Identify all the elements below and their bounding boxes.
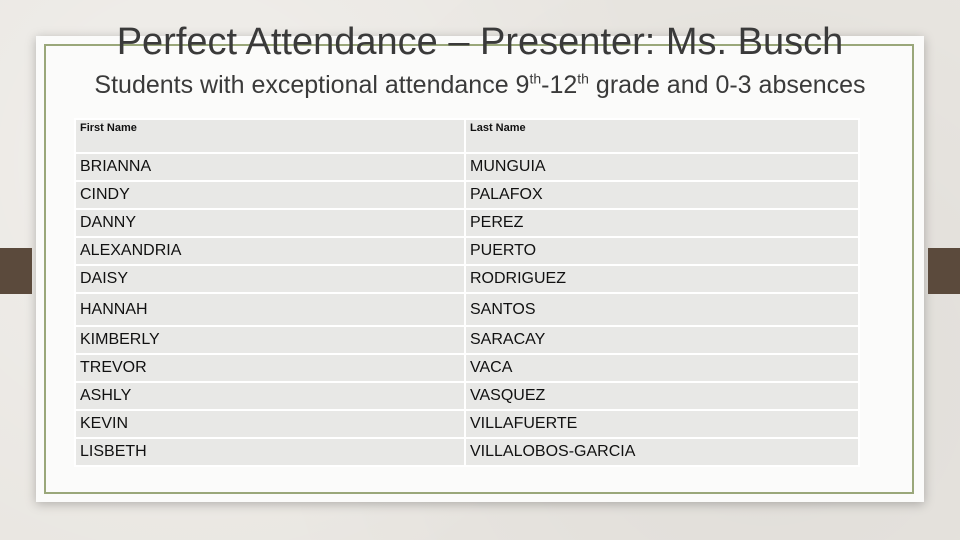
first-name-cell: HANNAH <box>75 293 465 326</box>
right-side-tab <box>928 248 960 294</box>
first-name-cell: ASHLY <box>75 382 465 410</box>
header-last-name: Last Name <box>465 119 859 153</box>
last-name-cell: RODRIGUEZ <box>465 265 859 293</box>
table-row <box>75 382 859 410</box>
slide-subtitle <box>90 66 870 104</box>
table-row <box>75 438 859 466</box>
subtitle-part-1: Students with exceptional attendance 9 <box>94 71 530 99</box>
last-name-cell: MUNGUIA <box>465 153 859 181</box>
table-row <box>75 293 859 326</box>
left-side-tab <box>0 248 32 294</box>
last-name-cell: PUERTO <box>465 237 859 265</box>
table-row <box>75 326 859 354</box>
last-name-cell: SANTOS <box>465 293 859 326</box>
first-name-cell: DANNY <box>75 209 465 237</box>
last-name-cell: VASQUEZ <box>465 382 859 410</box>
table-row <box>75 153 859 181</box>
table-row <box>75 265 859 293</box>
first-name-cell: KEVIN <box>75 410 465 438</box>
last-name-cell: PALAFOX <box>465 181 859 209</box>
first-name-cell: CINDY <box>75 181 465 209</box>
last-name-cell: VILLALOBOS-GARCIA <box>465 438 859 466</box>
first-name-cell: BRIANNA <box>75 153 465 181</box>
subtitle-part-2: -12 <box>541 71 578 99</box>
first-name-cell: TREVOR <box>75 354 465 382</box>
first-name-cell: KIMBERLY <box>75 326 465 354</box>
slide-title: Perfect Attendance – Presenter: Ms. Busch <box>116 21 844 63</box>
last-name-cell: VACA <box>465 354 859 382</box>
table-row <box>75 181 859 209</box>
attendance-table <box>74 118 860 467</box>
last-name-cell: VILLAFUERTE <box>465 410 859 438</box>
table-row <box>75 410 859 438</box>
header-first-name: First Name <box>75 119 465 153</box>
first-name-cell: DAISY <box>75 265 465 293</box>
table-row <box>75 209 859 237</box>
subtitle-superscript-2: th <box>577 70 589 87</box>
subtitle-superscript-1: th <box>529 70 542 87</box>
first-name-cell: LISBETH <box>75 438 465 466</box>
last-name-cell: PEREZ <box>465 209 859 237</box>
last-name-cell: SARACAY <box>465 326 859 354</box>
table-row <box>75 237 859 265</box>
subtitle-part-3: grade and 0-3 absences <box>588 71 866 99</box>
table-row <box>75 354 859 382</box>
first-name-cell: ALEXANDRIA <box>75 237 465 265</box>
table-header-row <box>75 119 859 153</box>
